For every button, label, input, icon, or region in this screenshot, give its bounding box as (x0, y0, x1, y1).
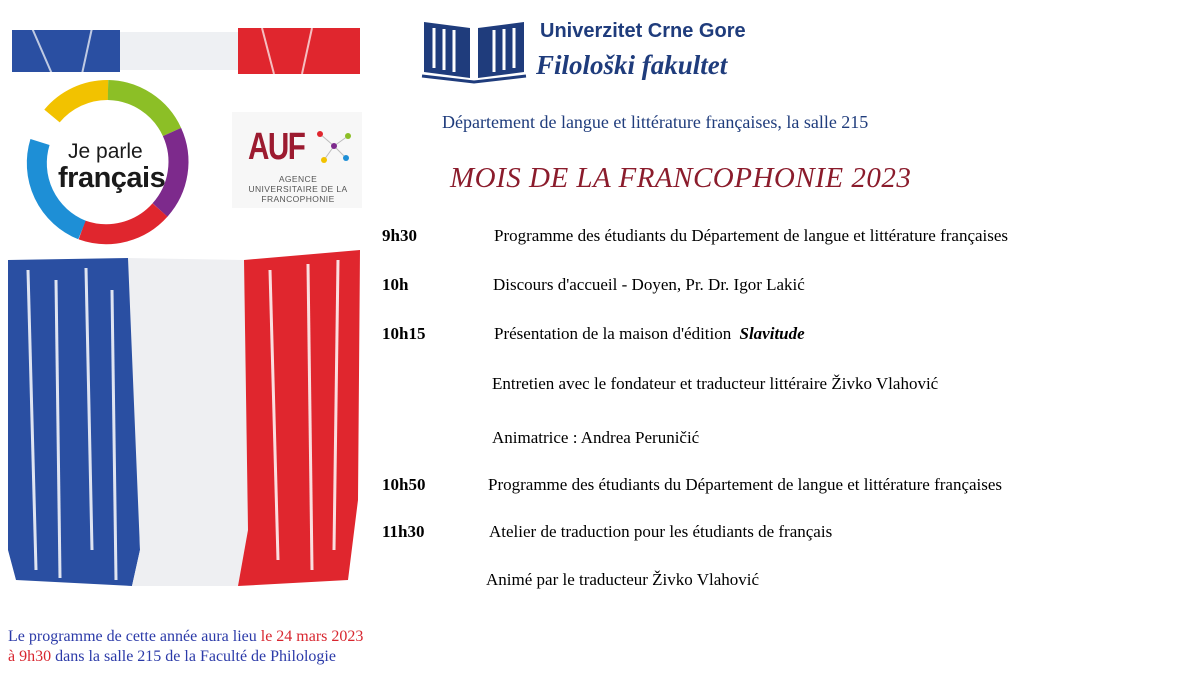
program-desc: Atelier de traduction pour les étudiants de français (489, 522, 833, 541)
program-time: 9h30 (382, 226, 417, 245)
program-desc (494, 324, 805, 344)
program-desc: Animatrice : Andrea Peruničić (492, 428, 700, 447)
auf-subtitle: AGENCE UNIVERSITAIRE DE LA FRANCOPHONIE (248, 174, 348, 204)
footer-time: à 9h30 (8, 648, 52, 665)
auf-network-icon (314, 126, 354, 166)
program-desc: Programme des étudiants du Département de langue et littérature françaises (494, 226, 1009, 245)
program-desc: Discours d'accueil - Doyen, Pr. Dr. Igor Lakić (493, 275, 805, 294)
footer-line2 (8, 647, 363, 667)
faculty-name: Filološki fakultet (536, 50, 728, 80)
flag-brushstroke (8, 250, 364, 590)
program-desc: Entretien avec le fondateur et traducteur littéraire Živko Vlahović (492, 374, 939, 393)
program-time: 11h30 (382, 522, 425, 541)
flag-strip-top (12, 28, 360, 74)
program-time: 10h (382, 275, 409, 294)
university-name: Univerzitet Crne Gore (540, 20, 746, 42)
jpf-line1: Je parle (68, 140, 143, 163)
program-time: 10h15 (382, 324, 426, 343)
publisher-name: Slavitude (739, 324, 805, 343)
footer-date: le 24 mars 2023 (260, 628, 364, 645)
department-line: Département de langue et littérature françaises, la salle 215 (442, 112, 869, 132)
open-book-icon (420, 14, 528, 84)
auf-letters: AUF (248, 126, 305, 168)
program-time: 10h50 (382, 475, 426, 494)
jpf-line2: français (58, 162, 166, 194)
footer-line1-a: Le programme de cette année aura lieu (8, 628, 257, 645)
je-parle-francais-logo (8, 74, 230, 246)
program-desc: Programme des étudiants du Département de langue et littérature françaises (488, 475, 1003, 494)
program-desc-text: Présentation de la maison d'édition (494, 324, 732, 343)
auf-logo (232, 112, 362, 208)
footer-line2-b: dans la salle 215 de la Faculté de Philologie (55, 648, 336, 665)
footer-note (8, 627, 363, 667)
event-title: MOIS DE LA FRANCOPHONIE 2023 (450, 162, 912, 194)
program-desc: Animé par le traducteur Živko Vlahović (486, 570, 760, 589)
footer-line1 (8, 627, 363, 647)
